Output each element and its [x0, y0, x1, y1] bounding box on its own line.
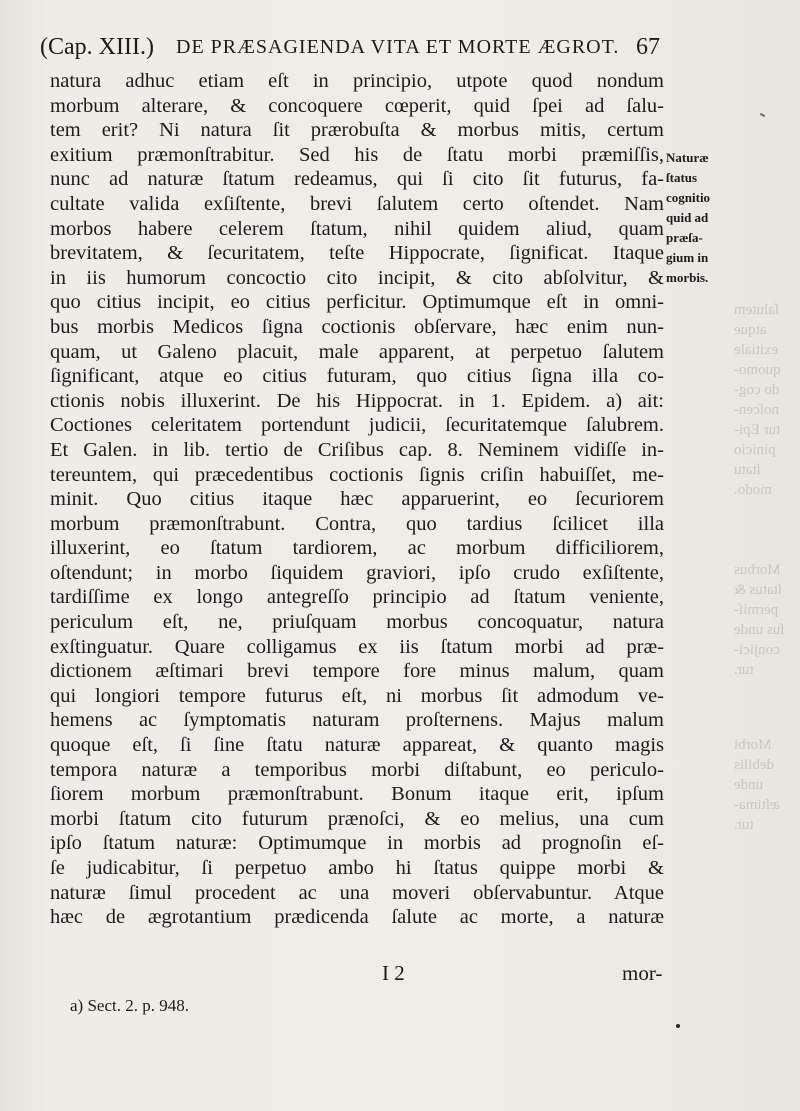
ink-speck: [676, 1024, 680, 1028]
text-line: qui longiori tempore futurus eſt, ni morbus ſit admodum ve-: [50, 684, 664, 707]
marginal-note-line: gium in: [666, 250, 709, 265]
text-line: ipſo ſtatum naturæ: Optimumque in morbis ad prognoſin eſ-: [50, 832, 664, 855]
marginal-note-line: Naturæ: [666, 150, 709, 165]
running-header: [40, 30, 660, 64]
text-line: hæc de ægrotantium prædicenda ſalute ac morte, a naturæ: [50, 906, 664, 929]
text-line: morbum alterare, & concoquere cœperit, quid ſpei ad ſalu-: [50, 94, 664, 117]
marginal-note-line: ſtatus: [666, 170, 698, 185]
text-line: nunc ad naturæ ſtatum redeamus, qui ſi cito ſit futurus, fa-: [50, 168, 664, 191]
running-title: DE PRÆSAGIENDA VITA ET MORTE ÆGROT.: [176, 36, 620, 58]
text-line: tereuntem, qui præcedentibus coctionis ſignis criſin habuiſſet, me-: [50, 463, 664, 486]
page-number: 67: [636, 34, 660, 60]
show-through-text-2: Morbus ſtatus & permiſ- ſus unde conjici- tur.: [734, 562, 785, 678]
text-line: tardiſſime ex longo antegreſſo principio ad ſtatum veniente,: [50, 586, 664, 609]
ink-mark: [760, 113, 765, 117]
main-text: [50, 69, 664, 930]
footnote: a) Sect. 2. p. 948.: [70, 996, 189, 1015]
text-line: morbum præmonſtrabunt. Contra, quo tardius ſcilicet illa: [50, 512, 664, 535]
text-line: illuxerint, eo ſtatum tardiorem, ac morbum difficiliorem,: [50, 537, 664, 560]
marginal-note-line: morbis.: [666, 270, 709, 285]
text-line: dictionem æſtimari brevi tempore fore minus malum, quam: [50, 660, 664, 683]
text-line: cultate valida exſiſtente, brevi ſalutem certo oſtendet. Nam: [50, 192, 664, 215]
text-line: ſignificant, atque eo citius futuram, quo citius ſigna illa co-: [50, 365, 664, 388]
signature-mark: I 2: [382, 961, 405, 985]
text-line: in iis humorum concoctio cito incipit, & cito abſolvitur, &: [50, 266, 664, 289]
text-line: tem erit? Ni natura ſit prærobuſta & morbus mitis, certum: [50, 119, 664, 142]
text-line: ſiorem morbum præmonſtrabunt. Bonum itaque erit, ipſum: [50, 783, 664, 806]
text-line: quo citius incipit, eo citius perficitur. Optimumque eſt in omni-: [50, 291, 664, 314]
text-line: hemens ac ſymptomatis naturam proſternens. Majus malum: [50, 709, 664, 732]
text-line: Coctiones celeritatem portendunt judicii, ſecuritatemque ſalubrem.: [50, 414, 664, 437]
text-line: natura adhuc etiam eſt in principio, utpote quod nondum: [50, 70, 664, 92]
text-line: minit. Quo citius itaque hæc apparuerint, eo ſecuriorem: [50, 488, 664, 511]
text-line: exitium præmonſtrabitur. Sed his de ſtatu morbi præmiſſis,: [50, 143, 664, 166]
show-through-text-3: Morbi debilis unde æſtima- tur.: [734, 737, 780, 833]
text-line: morbos habere celerem ſtatum, nihil quidem aliud, quam: [50, 217, 664, 240]
marginal-note: [666, 148, 740, 288]
marginal-note-line: præſa-: [666, 230, 703, 245]
text-line: periculum eſt, ne, priuſquam morbus concoquatur, natura: [50, 611, 664, 634]
text-line: ſe judicabitur, ſi perpetuo ambo hi ſtatus quippe morbi &: [50, 857, 664, 879]
text-line: brevitatem, & ſecuritatem, teſte Hippocrate, ſignificat. Itaque: [50, 242, 664, 265]
text-line: quam, ut Galeno placuit, male apparent, at perpetuo ſalutem: [50, 340, 664, 363]
catchword: mor-: [622, 961, 663, 985]
marginal-note-line: quid ad: [666, 210, 709, 225]
marginal-note-line: cognitio: [666, 190, 711, 205]
text-line: bus morbis Medicos ſigna coctionis obſervare, hæc enim nun-: [50, 315, 664, 338]
text-line: ctionis nobis illuxerint. De his Hippocrat. in 1. Epidem. a) ait:: [50, 389, 664, 412]
text-line: tempora naturæ a temporibus morbi diſtabunt, eo periculo-: [50, 758, 664, 781]
text-line: quoque eſt, ſi ſine ſtatu naturæ appareat, & quanto magis: [50, 734, 664, 757]
text-line: morbi ſtatum cito futurum prænoſci, & eo melius, una cum: [50, 807, 664, 830]
chapter-label: (Cap. XIII.): [40, 34, 154, 60]
show-through-text: ſalutem atque exitiale quomo- do cog- noſcen- tur Epi- pinicio ſtatu modo.: [734, 302, 781, 498]
text-line: Et Galen. in lib. tertio de Criſibus cap. 8. Neminem vidiſſe in-: [50, 438, 664, 461]
text-line: naturæ ſimul procedent ac una moveri obſervabuntur. Atque: [50, 881, 664, 904]
text-line: oſtendunt; in morbo ſiquidem graviori, ipſo crudo exſiſtente,: [50, 561, 664, 584]
text-line: exſtinguatur. Quare colligamus ex iis ſtatum morbi ad præ-: [50, 635, 664, 658]
